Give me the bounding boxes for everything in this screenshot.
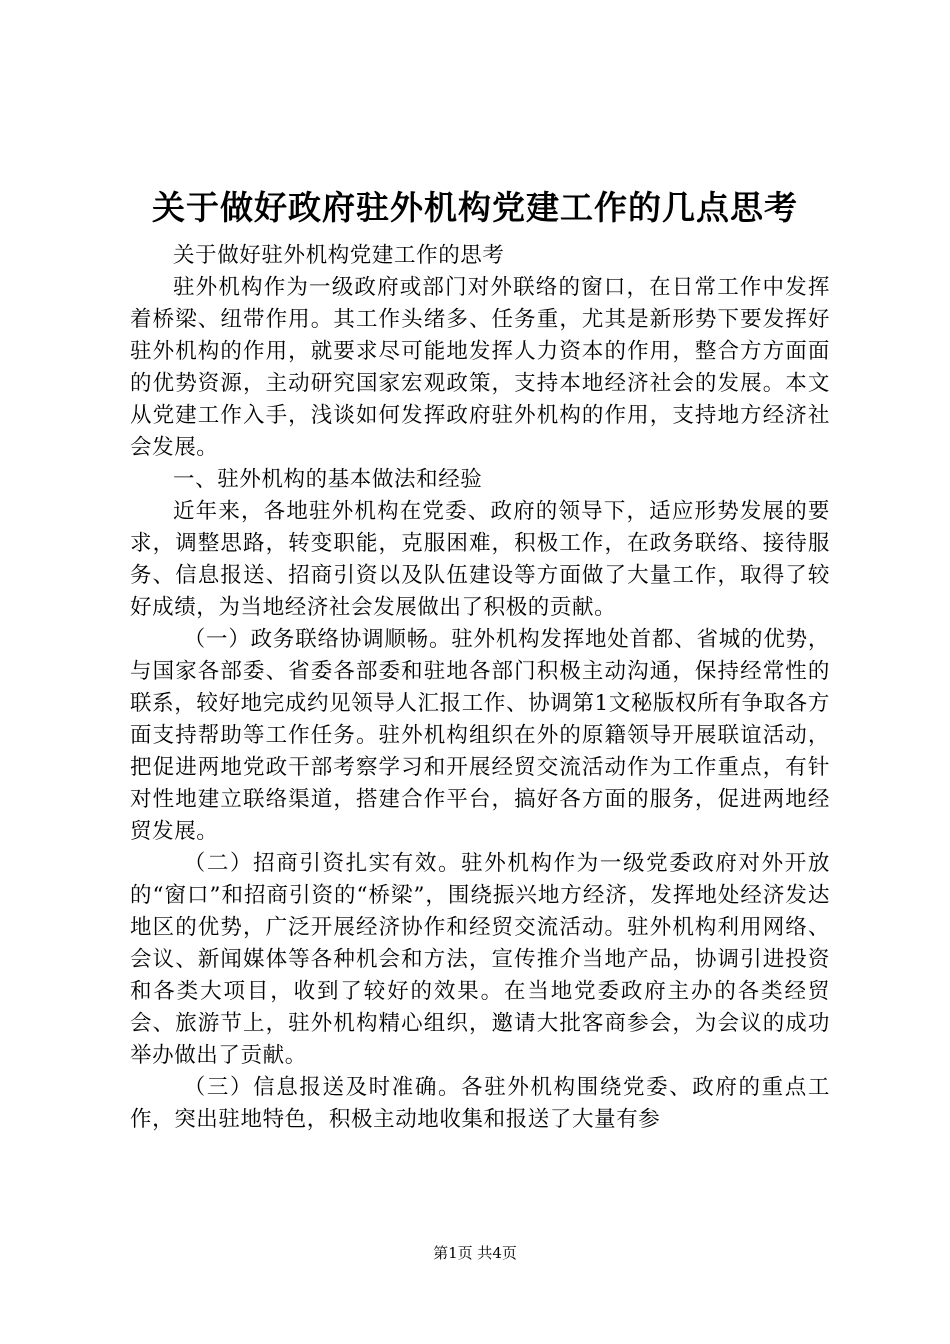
page-footer: 第1页 共4页	[433, 1244, 517, 1262]
paragraph-item-2: （二）招商引资扎实有效。驻外机构作为一级党委政府对外开放的“窗口”和招商引资的“桥梁”，围绕振兴地方经济，发挥地处经济发达地区的优势，广泛开展经济协作和经贸交流活动。驻外机构利用网络、会议、新闻媒体等各种机会和方法，宣传推介当地产品，协调引进投资和各类大项目，收到了较好的效果。在当地党委政府主办的各类经贸会、旅游节上，驻外机构精心组织，邀请大批客商参会，为会议的成功举办做出了贡献。	[130, 851, 830, 1068]
paragraph-subtitle: 关于做好驻外机构党建工作的思考	[173, 243, 505, 268]
document-body	[130, 240, 830, 1190]
paragraph-intro: 驻外机构作为一级政府或部门对外联络的窗口，在日常工作中发挥着桥梁、纽带作用。其工作头绪多、任务重，尤其是新形势下要发挥好驻外机构的作用，就要求尽可能地发挥人力资本的作用，整合方方面面的优势资源，主动研究国家宏观政策，支持本地经济社会的发展。本文从党建工作入手，浅谈如何发挥政府驻外机构的作用，支持地方经济社会发展。	[130, 275, 830, 460]
paragraph-item-1: （一）政务联络协调顺畅。驻外机构发挥地处首都、省城的优势，与国家各部委、省委各部委和驻地各部门积极主动沟通，保持经常性的联系，较好地完成约见领导人汇报工作、协调第1文秘版权所有争取各方面支持帮助等工作任务。驻外机构组织在外的原籍领导开展联谊活动，把促进两地党政干部考察学习和开展经贸交流活动作为工作重点，有针对性地建立联络渠道，搭建合作平台，搞好各方面的服务，促进两地经贸发展。	[130, 627, 830, 844]
document-title: 关于做好政府驻外机构党建工作的几点思考	[152, 188, 798, 227]
paragraph-section-1: 近年来，各地驻外机构在党委、政府的领导下，适应形势发展的要求，调整思路，转变职能，克服困难，积极工作，在政务联络、接待服务、信息报送、招商引资以及队伍建设等方面做了大量工作，取得了较好成绩，为当地经济社会发展做出了积极的贡献。	[130, 499, 830, 620]
section-heading-1: 一、驻外机构的基本做法和经验	[173, 467, 483, 492]
paragraph-item-3: （三）信息报送及时准确。各驻外机构围绕党委、政府的重点工作，突出驻地特色，积极主动地收集和报送了大量有参	[130, 1075, 830, 1132]
